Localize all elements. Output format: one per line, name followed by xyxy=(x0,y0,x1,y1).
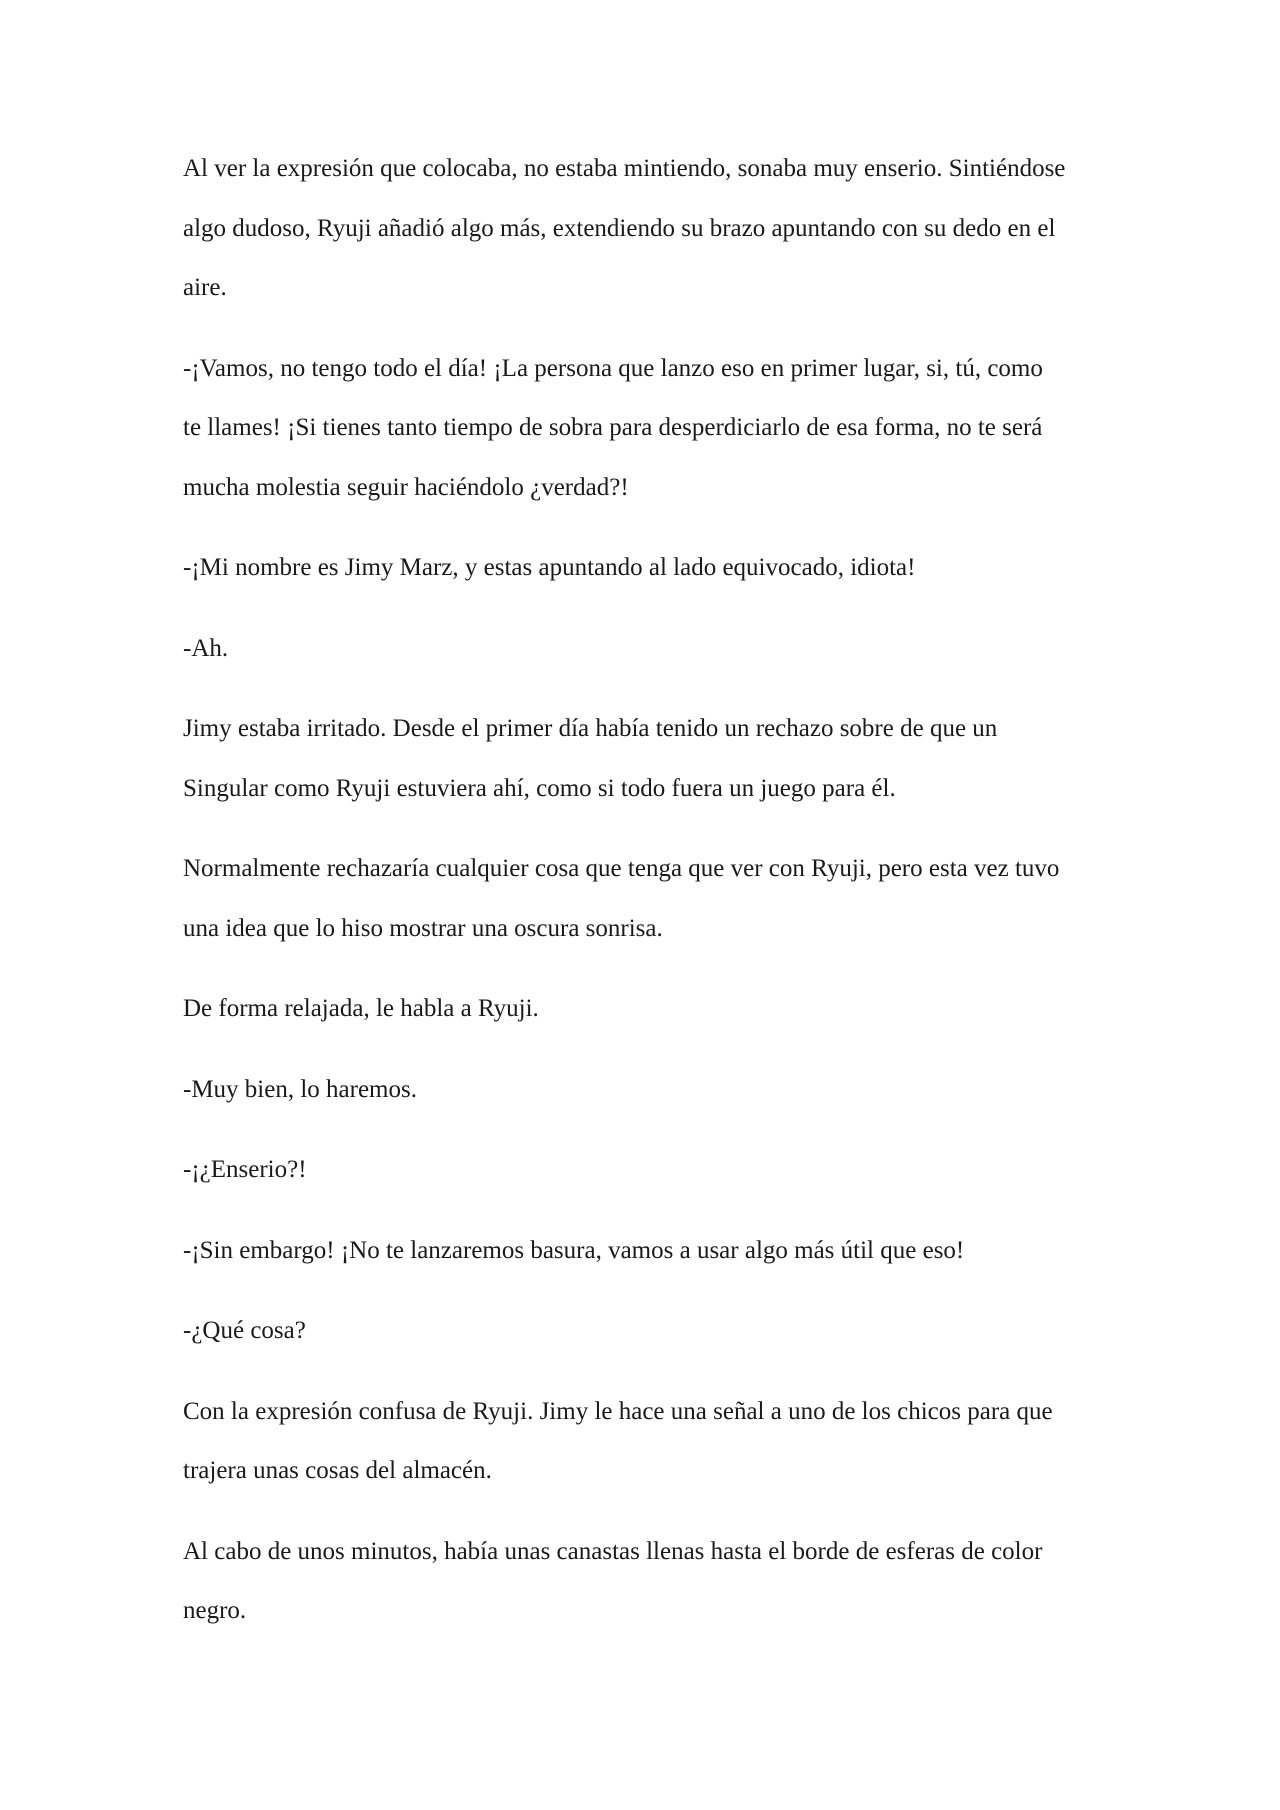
text-line: Normalmente rechazaría cualquier cosa que tenga que ver con Ryuji, pero esta vez tuvo xyxy=(183,855,1060,882)
text-line: Singular como Ryuji estuviera ahí, como si todo fuera un juego para él. xyxy=(183,774,896,802)
paragraph xyxy=(183,699,1103,818)
text-line: Al ver la expresión que colocaba, no estaba mintiendo, sonaba muy enserio. Sintiéndose xyxy=(183,155,1066,182)
paragraph xyxy=(183,1522,1103,1641)
text-line: te llames! ¡Si tienes tanto tiempo de sobra para desperdiciarlo de esa forma, no te será xyxy=(183,414,1043,441)
text-line: Con la expresión confusa de Ryuji. Jimy le hace una señal a uno de los chicos para que xyxy=(183,1397,1053,1425)
paragraph xyxy=(183,339,1103,518)
paragraph xyxy=(183,1060,1103,1120)
text-line: -¡¿Enserio?! xyxy=(183,1156,307,1183)
paragraph xyxy=(183,1221,1103,1281)
text-line: De forma relajada, le habla a Ryuji. xyxy=(183,995,539,1022)
text-line: Al cabo de unos minutos, había unas canastas llenas hasta el borde de esferas de color xyxy=(183,1537,1043,1565)
text-line: -¡Sin embargo! ¡No te lanzaremos basura, vamos a usar algo más útil que eso! xyxy=(183,1236,965,1264)
text-line: -¡Vamos, no tengo todo el día! ¡La persona que lanzo eso en primer lugar, si, tú, como xyxy=(183,354,1043,382)
paragraph xyxy=(183,1140,1103,1200)
text-line: -¡Mi nombre es Jimy Marz, y estas apuntando al lado equivocado, idiota! xyxy=(183,554,916,581)
text-line: negro. xyxy=(183,1597,247,1624)
text-line: -¿Qué cosa? xyxy=(183,1317,306,1344)
paragraph xyxy=(183,839,1103,958)
paragraph xyxy=(183,139,1103,318)
text-line: -Ah. xyxy=(183,634,229,662)
text-line: algo dudoso, Ryuji añadió algo más, extendiendo su brazo apuntando con su dedo en el xyxy=(183,214,1056,242)
text-line: Jimy estaba irritado. Desde el primer día había tenido un rechazo sobre de que un xyxy=(183,715,998,742)
paragraph xyxy=(183,979,1103,1039)
text-line: -Muy bien, lo haremos. xyxy=(183,1075,417,1103)
text-line: una idea que lo hiso mostrar una oscura sonrisa. xyxy=(183,914,663,942)
paragraph xyxy=(183,1301,1103,1361)
document-body xyxy=(183,139,1103,1662)
text-line: trajera unas cosas del almacén. xyxy=(183,1457,492,1484)
text-line: aire. xyxy=(183,274,227,301)
paragraph xyxy=(183,1382,1103,1501)
text-line: mucha molestia seguir haciéndolo ¿verdad?! xyxy=(183,473,629,501)
paragraph xyxy=(183,619,1103,679)
paragraph xyxy=(183,538,1103,598)
